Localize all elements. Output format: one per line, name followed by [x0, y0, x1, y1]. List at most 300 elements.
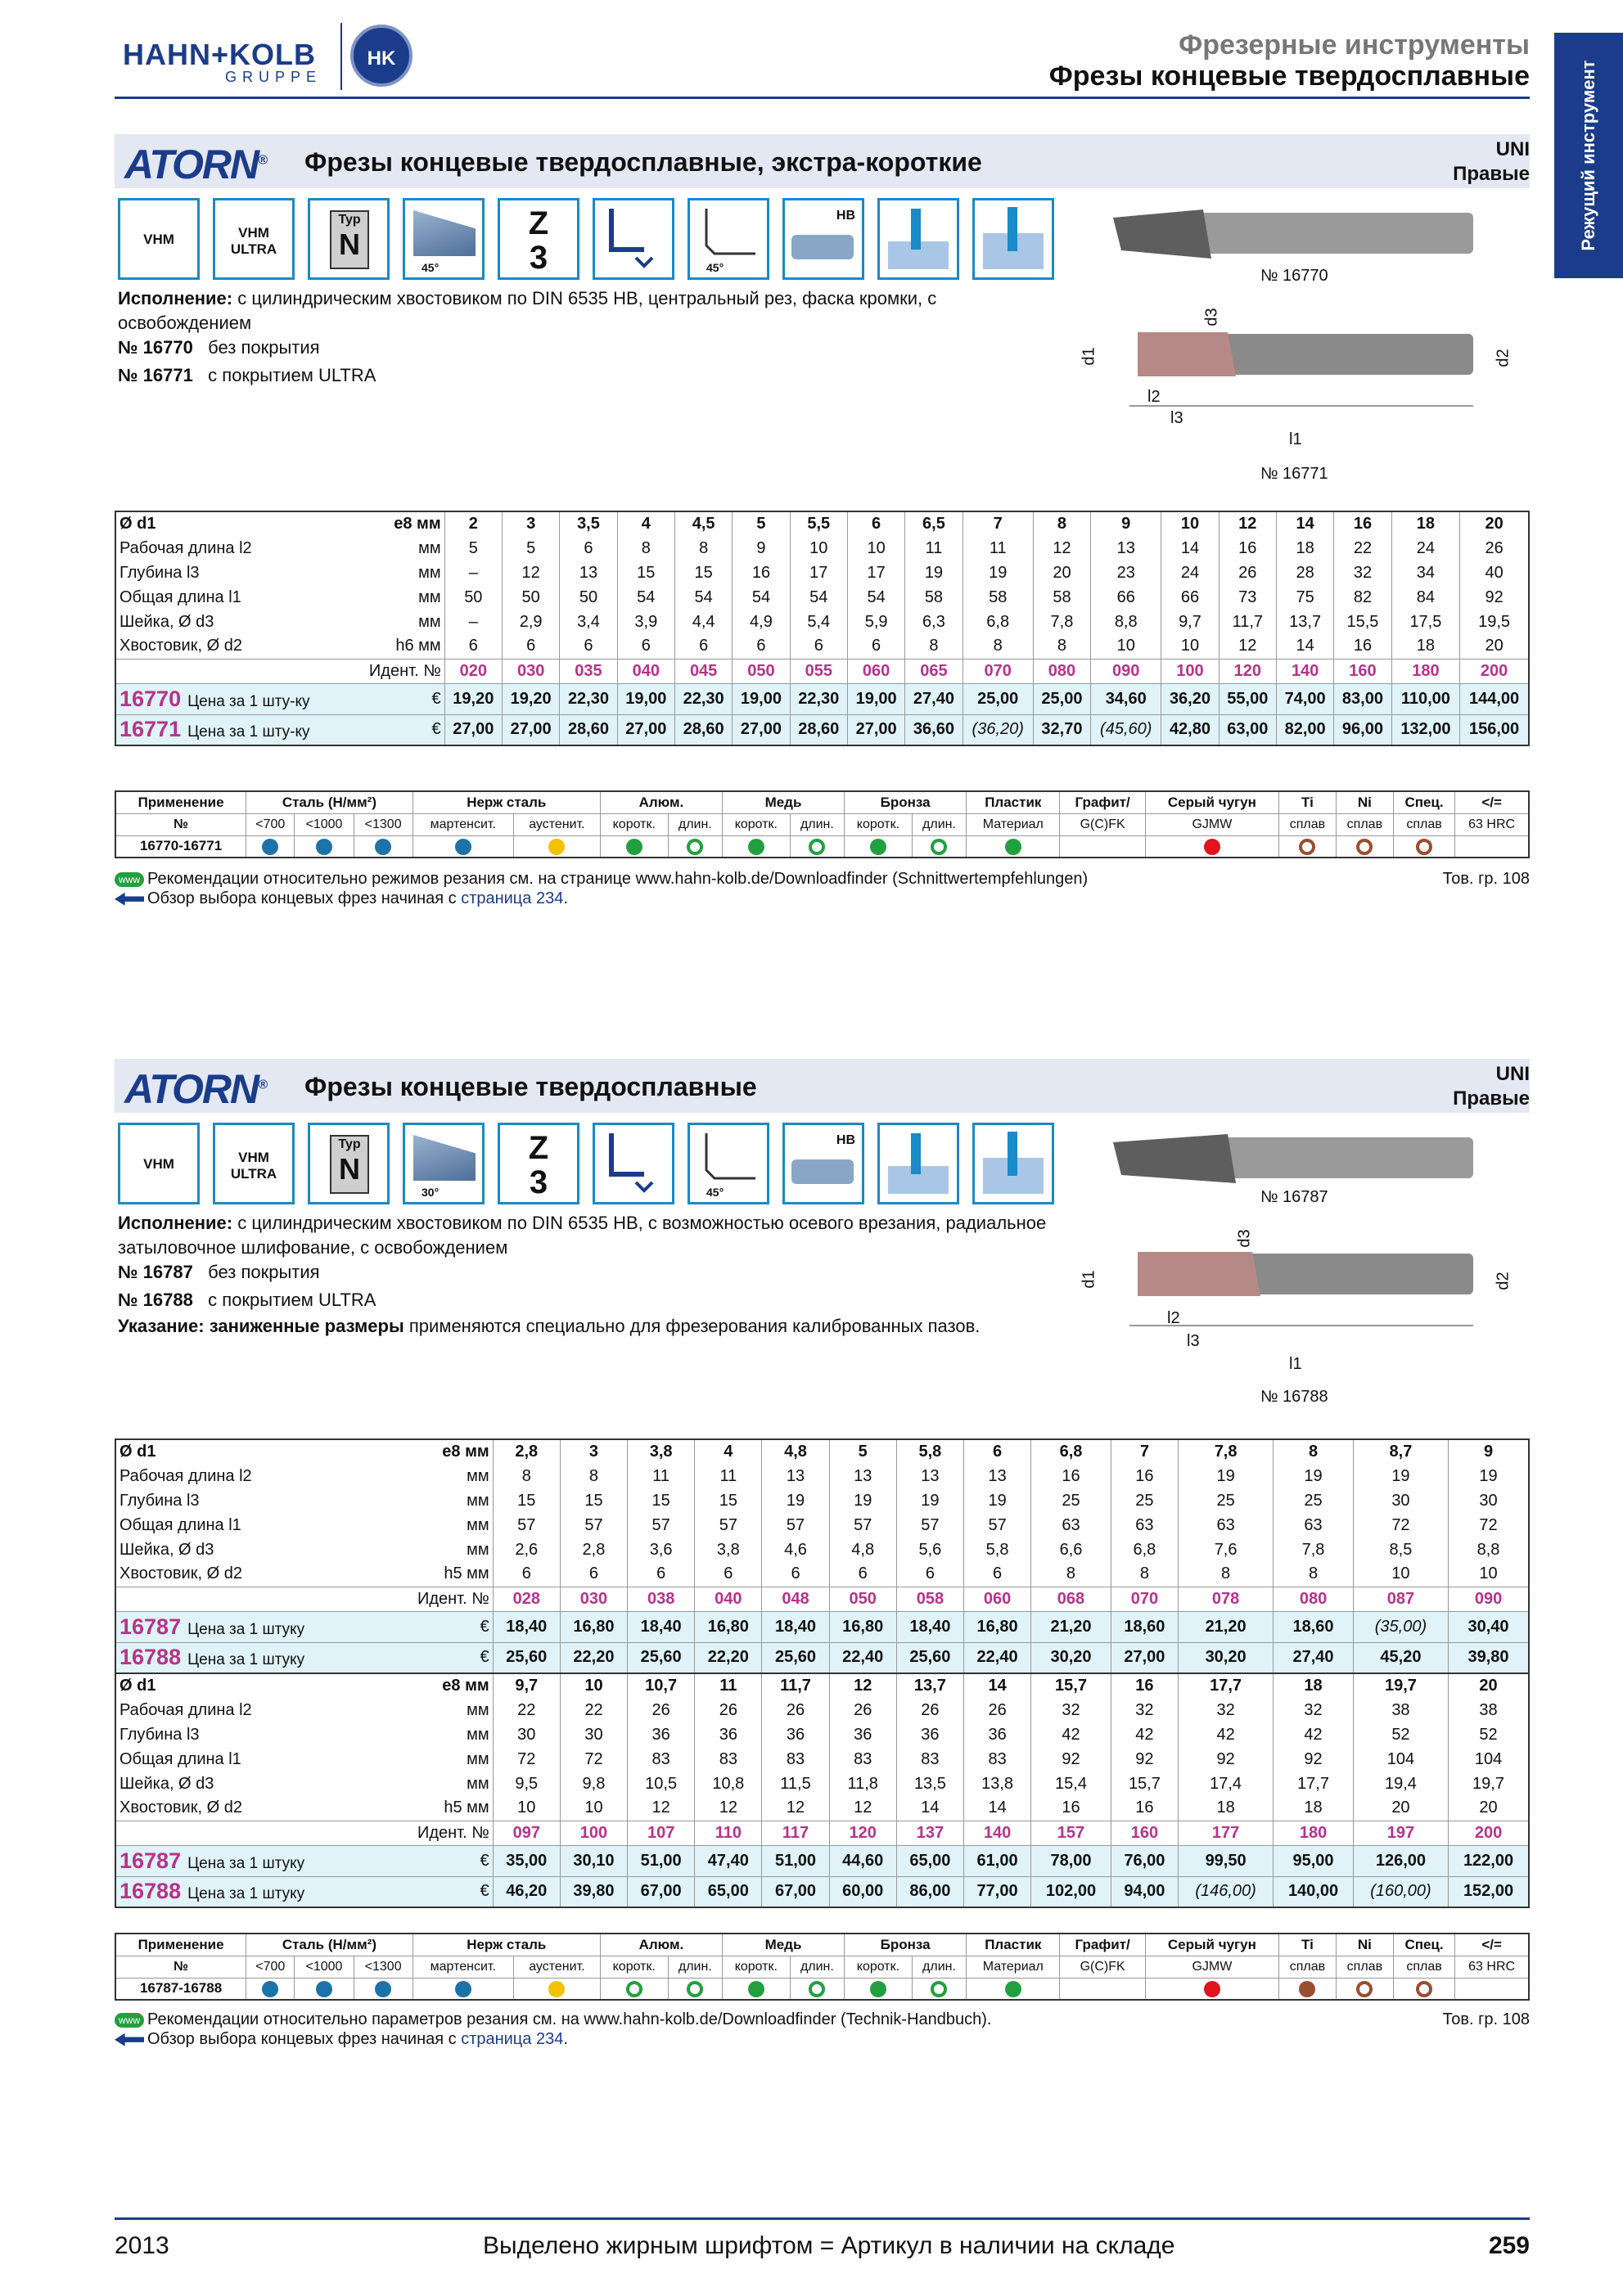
cell: 8	[1033, 511, 1090, 536]
brand-wordmark: HAHN+KOLB	[123, 38, 317, 71]
cell: 11,7	[762, 1673, 829, 1698]
cell: 6	[493, 1562, 560, 1587]
row-label: Глубина l3	[119, 1725, 200, 1744]
ident-cell: 120	[829, 1821, 896, 1845]
price-cell: 78,00	[1031, 1845, 1111, 1876]
cell: 63	[1031, 1513, 1111, 1537]
app-subheader-cell: сплав	[1278, 1956, 1336, 1978]
app-subheader-cell: <700	[246, 813, 295, 835]
cell: 15	[493, 1488, 560, 1513]
green-dot-icon	[1005, 839, 1021, 855]
ident-label: Идент. №	[383, 1821, 493, 1845]
app-cell	[1060, 1978, 1145, 2000]
cell: 5,4	[790, 610, 847, 634]
cell: 5	[502, 536, 559, 560]
product-group: Тов. гр. 108	[1442, 870, 1530, 888]
cell: 15,7	[1111, 1772, 1178, 1796]
cell: 5,8	[896, 1439, 963, 1464]
app-cell	[845, 1978, 913, 2000]
currency: €	[383, 1845, 493, 1876]
price-row	[115, 1642, 1529, 1673]
cell: 6	[963, 1562, 1030, 1587]
app-cell	[413, 835, 513, 858]
cell: 57	[963, 1513, 1030, 1537]
article-number	[115, 1611, 383, 1642]
page-link[interactable]: страница 234	[461, 889, 564, 907]
cell: 12	[762, 1796, 829, 1821]
cell: 19	[1179, 1464, 1274, 1488]
row-unit: мм	[418, 588, 441, 606]
ident-cell: 107	[628, 1821, 695, 1845]
cell: 4	[617, 511, 674, 536]
app-subheader-cell: 63 HRC	[1455, 813, 1529, 835]
cell: 10	[1353, 1562, 1448, 1587]
cell: 8	[963, 634, 1033, 659]
cell: 58	[1033, 585, 1090, 610]
green-o-dot-icon	[809, 839, 825, 855]
price-cell: 19,00	[733, 683, 790, 714]
price-cell: 61,00	[963, 1845, 1030, 1876]
article-no: 16771	[119, 717, 182, 742]
cell: 5	[733, 511, 790, 536]
app-cell	[295, 1978, 354, 2000]
cell: 8	[1033, 634, 1090, 659]
app-subheader-cell: коротк.	[600, 813, 668, 835]
dim-l2: l2	[1147, 388, 1161, 406]
cell: 5,6	[896, 1537, 963, 1562]
price-cell: 42,80	[1161, 714, 1219, 745]
dim-l1: l1	[1289, 1355, 1302, 1373]
cell: 24	[1391, 536, 1460, 560]
cell: 19	[762, 1488, 829, 1513]
app-cell	[1145, 835, 1278, 858]
ident-cell: 060	[847, 659, 904, 683]
atorn-logo: ATORN®	[124, 142, 266, 187]
cell: 84	[1391, 585, 1460, 610]
image-caption: № 16770	[1260, 267, 1328, 285]
cell: 36	[695, 1722, 762, 1747]
cell: 9	[1449, 1439, 1529, 1464]
app-subheader-cell: сплав	[1336, 1956, 1393, 1978]
price-cell: 27,00	[733, 714, 790, 745]
price-cell: 16,80	[829, 1611, 896, 1642]
green-o-dot-icon	[931, 839, 947, 855]
price-cell: 22,30	[560, 683, 617, 714]
dim-row	[115, 536, 1529, 560]
cell: 8,7	[1353, 1439, 1448, 1464]
cell: 6	[502, 634, 559, 659]
price-cell: 35,00	[493, 1845, 560, 1876]
cell: 15,4	[1031, 1772, 1111, 1796]
cell: 22	[1334, 536, 1391, 560]
cell: 72	[493, 1747, 560, 1772]
green-o-dot-icon	[626, 1981, 642, 1997]
currency: €	[383, 1876, 493, 1907]
notes: www Рекомендации относительно параметров резания см. на www.hahn-kolb.de/Downloadfinder (Technik-Handbuch). Обзор выбора концевых фрез начиная с страница 234. Тов. гр. 108	[115, 2010, 1530, 2049]
uni-label: UNI Правые	[1453, 138, 1530, 185]
cell: 30	[560, 1722, 627, 1747]
tool-image-16787	[1113, 1126, 1481, 1191]
price-cell: 22,40	[829, 1642, 896, 1673]
cell: 2,8	[493, 1439, 560, 1464]
application-table	[115, 1933, 1530, 2001]
cell: 14	[963, 1796, 1030, 1821]
row-unit: мм	[467, 1491, 489, 1510]
app-cell	[1455, 1978, 1529, 2000]
cell: 19,4	[1353, 1772, 1448, 1796]
app-subheader-cell: коротк.	[845, 1956, 913, 1978]
cell: 18	[1391, 634, 1460, 659]
cell: 13	[896, 1464, 963, 1488]
price-cell: 25,60	[493, 1642, 560, 1673]
cell: 15,7	[1031, 1673, 1111, 1698]
row-label: Глубина l3	[119, 1491, 200, 1510]
cell: 14	[963, 1673, 1030, 1698]
cell: 83	[762, 1747, 829, 1772]
cell: 57	[896, 1513, 963, 1537]
cell: 38	[1353, 1698, 1448, 1722]
cell: 26	[628, 1698, 695, 1722]
row-unit: мм	[467, 1700, 489, 1719]
cell: 83	[695, 1747, 762, 1772]
app-header-cell: Сталь (Н/мм²)	[246, 791, 413, 813]
price-cell: (146,00)	[1179, 1876, 1274, 1907]
blue-dot-icon	[455, 1981, 471, 1997]
price-cell: 22,40	[963, 1642, 1030, 1673]
hb-shank-icon: HB	[782, 198, 864, 280]
ident-cell: 078	[1179, 1587, 1274, 1611]
ident-cell: 070	[1111, 1587, 1178, 1611]
ident-cell: 087	[1353, 1587, 1448, 1611]
cell: 16	[1111, 1796, 1178, 1821]
cell: 17	[790, 560, 847, 585]
cell: –	[444, 560, 502, 585]
side-tab[interactable]	[1554, 33, 1623, 278]
cell: 3,5	[560, 511, 617, 536]
green-dot-icon	[1005, 1981, 1021, 1997]
price-cell: 36,20	[1161, 683, 1219, 714]
dim-d3: d3	[1235, 1229, 1254, 1248]
cell: 6	[790, 634, 847, 659]
price-row	[115, 1845, 1529, 1876]
cell: 3	[502, 511, 559, 536]
cell: 26	[963, 1698, 1030, 1722]
price-cell: 27,00	[847, 714, 904, 745]
app-header-cell: Нерж сталь	[413, 791, 600, 813]
cell: 15	[628, 1488, 695, 1513]
ident-cell: 140	[963, 1821, 1030, 1845]
ident-cell: 030	[502, 659, 559, 683]
app-cell	[1336, 1978, 1393, 2000]
price-cell: 30,10	[560, 1845, 627, 1876]
app-subheader-cell: <1000	[295, 813, 354, 835]
green-dot-icon	[748, 1981, 764, 1997]
logo-divider	[340, 23, 342, 90]
type-n-icon: Typ N	[308, 1123, 390, 1204]
cell: 54	[617, 585, 674, 610]
cell: 72	[560, 1747, 627, 1772]
hahn-kolb-logo	[123, 21, 417, 90]
ident-cell: 050	[829, 1587, 896, 1611]
price-cell: 19,00	[617, 683, 674, 714]
app-header-cell: Медь	[722, 1934, 844, 1956]
price-cell: 77,00	[963, 1876, 1030, 1907]
ident-cell: 120	[1219, 659, 1276, 683]
price-cell: 27,00	[1111, 1642, 1178, 1673]
price-cell: (35,00)	[1353, 1611, 1448, 1642]
app-subheader-cell: 63 HRC	[1455, 1956, 1529, 1978]
cell: 42	[1031, 1722, 1111, 1747]
app-header-cell: Графит/	[1060, 791, 1145, 813]
cell: 32	[1111, 1698, 1178, 1722]
dim-l3: l3	[1170, 409, 1183, 427]
cell: 10	[1449, 1562, 1529, 1587]
cell: 6	[628, 1562, 695, 1587]
cell: 20	[1353, 1796, 1448, 1821]
cell: 23	[1091, 560, 1161, 585]
price-cell: 60,00	[829, 1876, 896, 1907]
app-subheader-cell: <1000	[295, 1956, 354, 1978]
price-cell: 25,00	[1033, 683, 1090, 714]
cell: 12	[829, 1796, 896, 1821]
app-cell	[912, 835, 966, 858]
row-unit: мм	[467, 1774, 489, 1793]
cell: 73	[1219, 585, 1276, 610]
price-cell: 67,00	[628, 1876, 695, 1907]
variant-16788: № 16788 с покрытием ULTRA	[118, 1290, 376, 1310]
row-unit: мм	[418, 563, 441, 582]
ident-cell: 180	[1274, 1821, 1354, 1845]
cell: 36	[829, 1722, 896, 1747]
cell: 36	[762, 1722, 829, 1747]
cell: 3,8	[628, 1439, 695, 1464]
cell: 12	[829, 1673, 896, 1698]
cell: 58	[905, 585, 963, 610]
ident-cell: 157	[1031, 1821, 1111, 1845]
app-header-cell: Спец.	[1393, 1934, 1454, 1956]
cell: 10	[847, 536, 904, 560]
cell: 63	[1111, 1513, 1178, 1537]
page-link[interactable]: страница 234	[461, 2030, 564, 2048]
price-cell: 44,60	[829, 1845, 896, 1876]
app-cell	[722, 835, 790, 858]
section-title: Фрезы концевые твердосплавные, экстра-короткие	[304, 147, 982, 177]
cell: 32	[1334, 560, 1391, 585]
ident-cell: 180	[1391, 659, 1460, 683]
cell: 13	[560, 560, 617, 585]
price-cell: 110,00	[1391, 683, 1460, 714]
ident-row	[115, 659, 1529, 683]
cell: 16	[1111, 1673, 1178, 1698]
cell: 57	[762, 1513, 829, 1537]
cell: 4,4	[674, 610, 732, 634]
cell: 26	[762, 1698, 829, 1722]
green-dot-icon	[748, 839, 764, 855]
ident-cell: 050	[733, 659, 790, 683]
variant-16770: № 16770 без покрытия	[118, 337, 320, 358]
cell: 9,5	[493, 1772, 560, 1796]
app-cell	[1393, 835, 1454, 858]
price-cell: 19,00	[847, 683, 904, 714]
cell: 5,9	[847, 610, 904, 634]
cell: 11	[905, 536, 963, 560]
cell: 11	[963, 536, 1033, 560]
ident-cell: 160	[1334, 659, 1391, 683]
cell: 3	[560, 1439, 627, 1464]
price-cell: 86,00	[896, 1876, 963, 1907]
dim-d2: d2	[1494, 349, 1513, 367]
ident-cell: 090	[1449, 1587, 1529, 1611]
price-cell: 96,00	[1334, 714, 1391, 745]
footer-rule	[115, 2217, 1530, 2220]
cell: 8	[905, 634, 963, 659]
cell: 25	[1031, 1488, 1111, 1513]
blue-dot-icon	[375, 839, 391, 855]
app-row	[115, 835, 1529, 858]
cell: 7,6	[1179, 1537, 1274, 1562]
price-cell: 144,00	[1460, 683, 1529, 714]
app-row	[115, 1978, 1529, 2000]
app-header-cell: Применение	[115, 1934, 246, 1956]
cell: 16	[1219, 536, 1276, 560]
cell: 19	[1274, 1464, 1354, 1488]
cell: 6	[560, 1562, 627, 1587]
cell: 83	[896, 1747, 963, 1772]
cell: 11,8	[829, 1772, 896, 1796]
description: Исполнение: с цилиндрическим хвостовиком по DIN 6535 HB, центральный рез, фаска кромки, с освобождением	[118, 288, 937, 333]
app-subheader-cell: сплав	[1278, 813, 1336, 835]
row-label: Рабочая длина l2	[119, 1466, 252, 1485]
cell: 26	[896, 1698, 963, 1722]
row-label: Хвостовик, Ø d2	[119, 637, 242, 655]
app-subheader-cell: G(C)FK	[1060, 813, 1145, 835]
cell: 19,7	[1449, 1772, 1529, 1796]
price-cell: 19,20	[502, 683, 559, 714]
blue-dot-icon	[455, 839, 471, 855]
cell: 92	[1274, 1747, 1354, 1772]
price-cell: 34,60	[1091, 683, 1161, 714]
ident-cell: 040	[617, 659, 674, 683]
cell: 63	[1179, 1513, 1274, 1537]
cell: 16	[733, 560, 790, 585]
vhm-icon: VHM	[118, 1123, 200, 1204]
price-cell: 30,40	[1449, 1611, 1529, 1642]
cell: 18	[1391, 511, 1460, 536]
cell: 15	[695, 1488, 762, 1513]
price-cell: 55,00	[1219, 683, 1276, 714]
chamfer-icon: 45°	[688, 1123, 769, 1204]
cell: 7,8	[1274, 1537, 1354, 1562]
cell: 6	[896, 1562, 963, 1587]
price-cell: 19,20	[444, 683, 502, 714]
cell: 18	[1274, 1796, 1354, 1821]
row-unit: мм	[467, 1749, 489, 1768]
price-cell: 27,40	[1274, 1642, 1354, 1673]
cell: 3,9	[617, 610, 674, 634]
app-subheader	[115, 813, 1529, 835]
ident-cell: 038	[628, 1587, 695, 1611]
www-icon: www	[115, 872, 144, 887]
arrow-left-icon	[115, 893, 144, 906]
cell: 13,8	[963, 1772, 1030, 1796]
cell: 36	[628, 1722, 695, 1747]
cell: 92	[1111, 1747, 1178, 1772]
page-category: Фрезерные инструменты	[1179, 29, 1530, 61]
price-cell: 95,00	[1274, 1845, 1354, 1876]
app-subheader-cell: <1300	[354, 813, 413, 835]
cell: 13	[829, 1464, 896, 1488]
cell: 6	[829, 1562, 896, 1587]
red-dot-icon	[1204, 839, 1220, 855]
plunge-icon	[972, 198, 1054, 280]
app-header-cell: Алюм.	[600, 1934, 722, 1956]
row-label: Общая длина l1	[119, 1515, 241, 1534]
cell: 57	[695, 1513, 762, 1537]
price-cell: 16,80	[695, 1611, 762, 1642]
currency: €	[351, 683, 445, 714]
cell: 66	[1091, 585, 1161, 610]
price-cell: 76,00	[1111, 1845, 1178, 1876]
price-cell: 140,00	[1274, 1876, 1354, 1907]
cell: 11,7	[1219, 610, 1276, 634]
dim-row	[115, 634, 1529, 659]
cell: 32	[1179, 1698, 1274, 1722]
price-cell: 94,00	[1111, 1876, 1178, 1907]
app-subheader-cell: длин.	[912, 1956, 966, 1978]
cell: 10	[493, 1796, 560, 1821]
ident-cell: 035	[560, 659, 617, 683]
row-unit: мм	[418, 612, 441, 631]
cell: 83	[829, 1747, 896, 1772]
hk-emblem-icon: HK	[350, 25, 413, 87]
cell: 8,8	[1449, 1537, 1529, 1562]
cell: 4,8	[762, 1439, 829, 1464]
price-cell: 27,00	[502, 714, 559, 745]
variant-16787: № 16787 без покрытия	[118, 1262, 320, 1282]
row-label: Хвостовик, Ø d2	[119, 1564, 242, 1583]
app-header-cell: Ti	[1278, 1934, 1336, 1956]
image-caption: № 16771	[1260, 465, 1328, 483]
cell: 4,8	[829, 1537, 896, 1562]
cell: 8	[493, 1464, 560, 1488]
cell: 104	[1353, 1747, 1448, 1772]
cell: 6	[847, 511, 904, 536]
cell: 54	[733, 585, 790, 610]
green-dot-icon	[870, 839, 886, 855]
dim-row	[115, 1722, 1529, 1747]
cell: 2,9	[502, 610, 559, 634]
row-label: Общая длина l1	[119, 1749, 241, 1768]
price-cell: 36,60	[905, 714, 963, 745]
cell: 6,8	[1031, 1439, 1111, 1464]
app-subheader-cell: коротк.	[722, 813, 790, 835]
app-cell	[845, 835, 913, 858]
app-header-cell: Ni	[1336, 791, 1393, 813]
cell: 25	[1274, 1488, 1354, 1513]
cell: 15	[674, 560, 732, 585]
ident-cell: 030	[560, 1587, 627, 1611]
row-unit: e8 мм	[383, 1439, 493, 1464]
price-cell: 16,80	[963, 1611, 1030, 1642]
cell: 20	[1449, 1673, 1529, 1698]
cell: 19	[963, 1488, 1030, 1513]
cell: 24	[1161, 560, 1219, 585]
article-no: 16787	[119, 1848, 182, 1873]
blue-dot-icon	[316, 839, 332, 855]
slotting-icon	[877, 1123, 959, 1204]
cell: 9	[1091, 511, 1161, 536]
app-cell	[722, 1978, 790, 2000]
